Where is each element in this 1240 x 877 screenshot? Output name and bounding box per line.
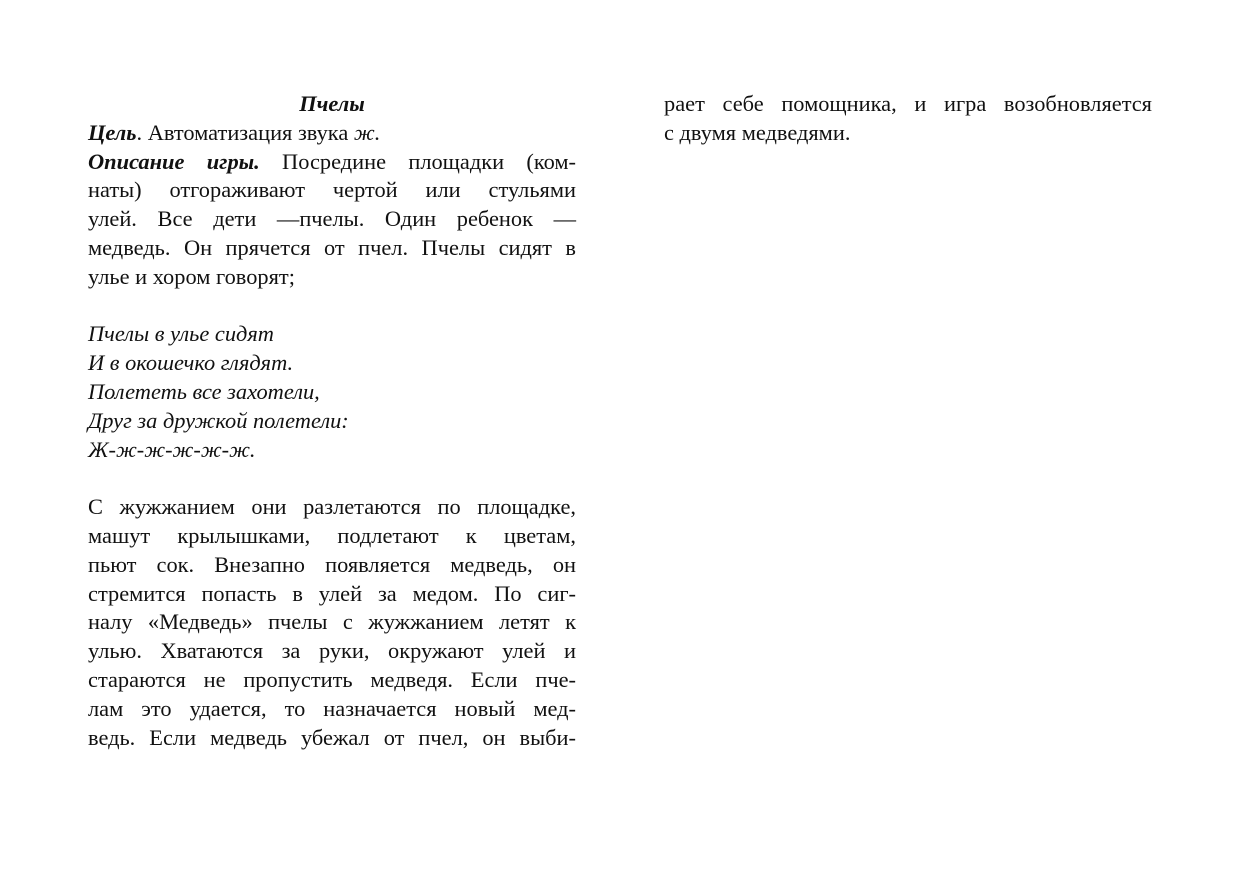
paragraph-line: налу «Медведь» пчелы с жужжанием летят к	[88, 609, 576, 635]
blank-line	[88, 464, 576, 493]
continuation-line: рает себе помощника, и игра возобновляется	[664, 91, 1152, 116]
paragraph-line: стараются не пропустить медведя. Если пче-	[88, 666, 576, 692]
paragraph-line: машут крылышками, подлетают к цветам,	[88, 522, 576, 548]
continuation-line: с двумя медведями.	[664, 119, 851, 145]
description-line: наты) отгораживают чертой или стульями	[88, 177, 576, 203]
poem-line: Пчелы в улье сидят	[88, 321, 274, 347]
blank-line	[88, 292, 576, 321]
poem-line: И в окошечко глядят.	[88, 350, 294, 376]
game-title: Пчелы	[299, 91, 365, 116]
poem-line: Друг за дружкой полетели:	[88, 407, 349, 433]
right-column	[664, 90, 1152, 148]
left-column	[88, 90, 576, 752]
paragraph-line: пьют сок. Внезапно появляется медведь, он	[88, 551, 576, 577]
paragraph-line: улью. Хватаются за руки, окружают улей и	[88, 638, 576, 664]
poem-line: Полететь все захотели,	[88, 378, 320, 404]
goal-label: Цель	[88, 119, 137, 145]
description-line	[88, 148, 576, 177]
goal-line	[88, 119, 576, 148]
goal-sound: ж.	[353, 119, 381, 145]
description-line: медведь. Он прячется от пчел. Пчелы сидят в	[88, 234, 576, 260]
description-line: улей. Все дети —пчелы. Один ребенок —	[88, 206, 576, 232]
description-label: Описание игры.	[88, 148, 260, 174]
description-line: улье и хором говорят;	[88, 263, 295, 289]
paragraph-line: С жужжанием они разлетаются по площадке,	[88, 494, 576, 520]
paragraph-line: лам это удается, то назначается новый мед-	[88, 695, 576, 721]
description-text: Посредине площадки (ком-	[259, 148, 576, 174]
paragraph-line: ведь. Если медведь убежал от пчел, он выби-	[88, 724, 576, 750]
goal-text: . Автоматизация звука	[136, 119, 354, 145]
paragraph-line: стремится попасть в улей за медом. По сиг-	[88, 580, 576, 606]
poem-line: Ж-ж-ж-ж-ж-ж.	[88, 436, 256, 462]
